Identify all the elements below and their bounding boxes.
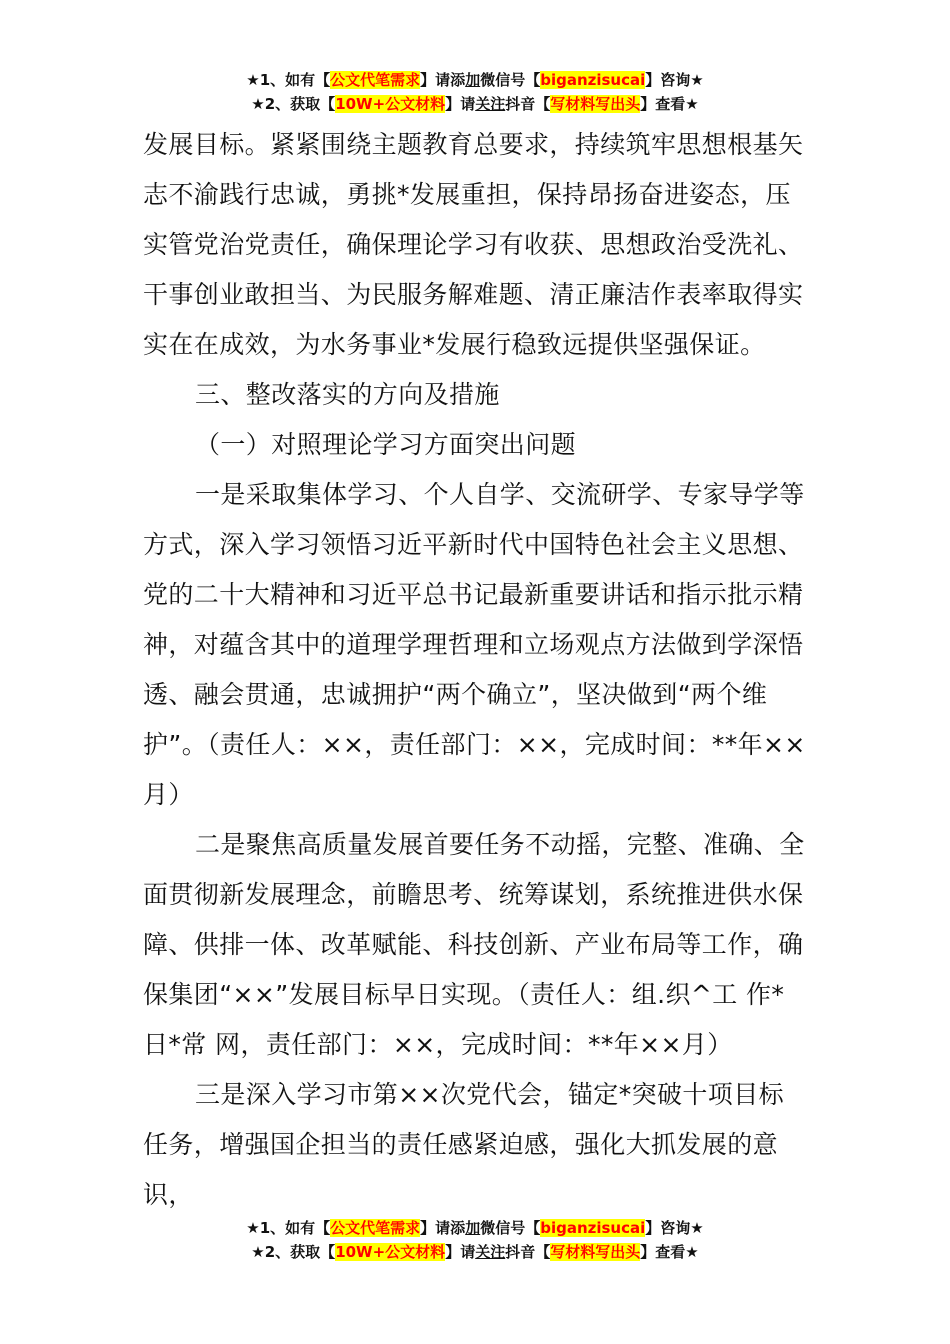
paragraph: 三是深入学习市第××次党代会，锚定*突破十项目标任务，增强国企担当的责任感紧迫感，强化大抓发展的意识， bbox=[143, 1080, 784, 1209]
document-body bbox=[143, 120, 809, 1220]
banner-highlight: 10W+公文材料 bbox=[335, 1243, 446, 1261]
paragraph: 发展目标。紧紧围绕主题教育总要求，持续筑牢思想根基矢志不渝践行忠诚，勇挑*发展重担，保持昂扬奋进姿态，压实管党治党责任，确保理论学习有收获、思想政治受洗礼、干事创业敢担当、为民服务解难题、清正廉洁作表率取得实实在在成效，为水务事业*发展行稳致远提供坚强保证。 bbox=[143, 130, 804, 359]
subsection-heading: （一）对照理论学习方面突出问题 bbox=[195, 430, 577, 459]
banner-line-2: ★2、获取【10W+公文材料】请关注抖音【写材料写出头】查看★ bbox=[251, 95, 699, 113]
section-heading: 三、整改落实的方向及措施 bbox=[195, 380, 500, 409]
banner-highlight: biganzisucai bbox=[540, 1219, 646, 1237]
banner-highlight: 公文代笔需求 bbox=[330, 1219, 421, 1237]
banner-highlight: 公文代笔需求 bbox=[330, 71, 421, 89]
paragraph: 一是采取集体学习、个人自学、交流研学、专家导学等方式，深入学习领悟习近平新时代中国特色社会主义思想、党的二十大精神和习近平总书记最新重要讲话和指示批示精神，对蕴含其中的道理学理哲理和立场观点方法做到学深悟透、融会贯通，忠诚拥护“两个确立”，坚决做到“两个维护”。（责任人：××，责任部门：××，完成时间：**年××月） bbox=[143, 480, 806, 809]
banner-highlight: 写材料写出头 bbox=[550, 95, 641, 113]
footer-banner bbox=[0, 1216, 950, 1264]
banner-line-2: ★2、获取【10W+公文材料】请关注抖音【写材料写出头】查看★ bbox=[251, 1243, 699, 1261]
banner-highlight: 写材料写出头 bbox=[550, 1243, 641, 1261]
header-banner bbox=[0, 68, 950, 116]
banner-highlight: biganzisucai bbox=[540, 71, 646, 89]
banner-line-1: ★1、如有【公文代笔需求】请添加微信号【biganzisucai】咨询★ bbox=[246, 71, 704, 89]
banner-highlight: 10W+公文材料 bbox=[335, 95, 446, 113]
paragraph: 二是聚焦高质量发展首要任务不动摇，完整、准确、全面贯彻新发展理念，前瞻思考、统筹谋划，系统推进供水保障、供排一体、改革赋能、科技创新、产业布局等工作，确保集团“××”发展目标早日实现。（责任人：组.织^工 作*日*常 网，责任部门：××，完成时间：**年××月） bbox=[143, 830, 805, 1059]
banner-line-1: ★1、如有【公文代笔需求】请添加微信号【biganzisucai】咨询★ bbox=[246, 1219, 704, 1237]
